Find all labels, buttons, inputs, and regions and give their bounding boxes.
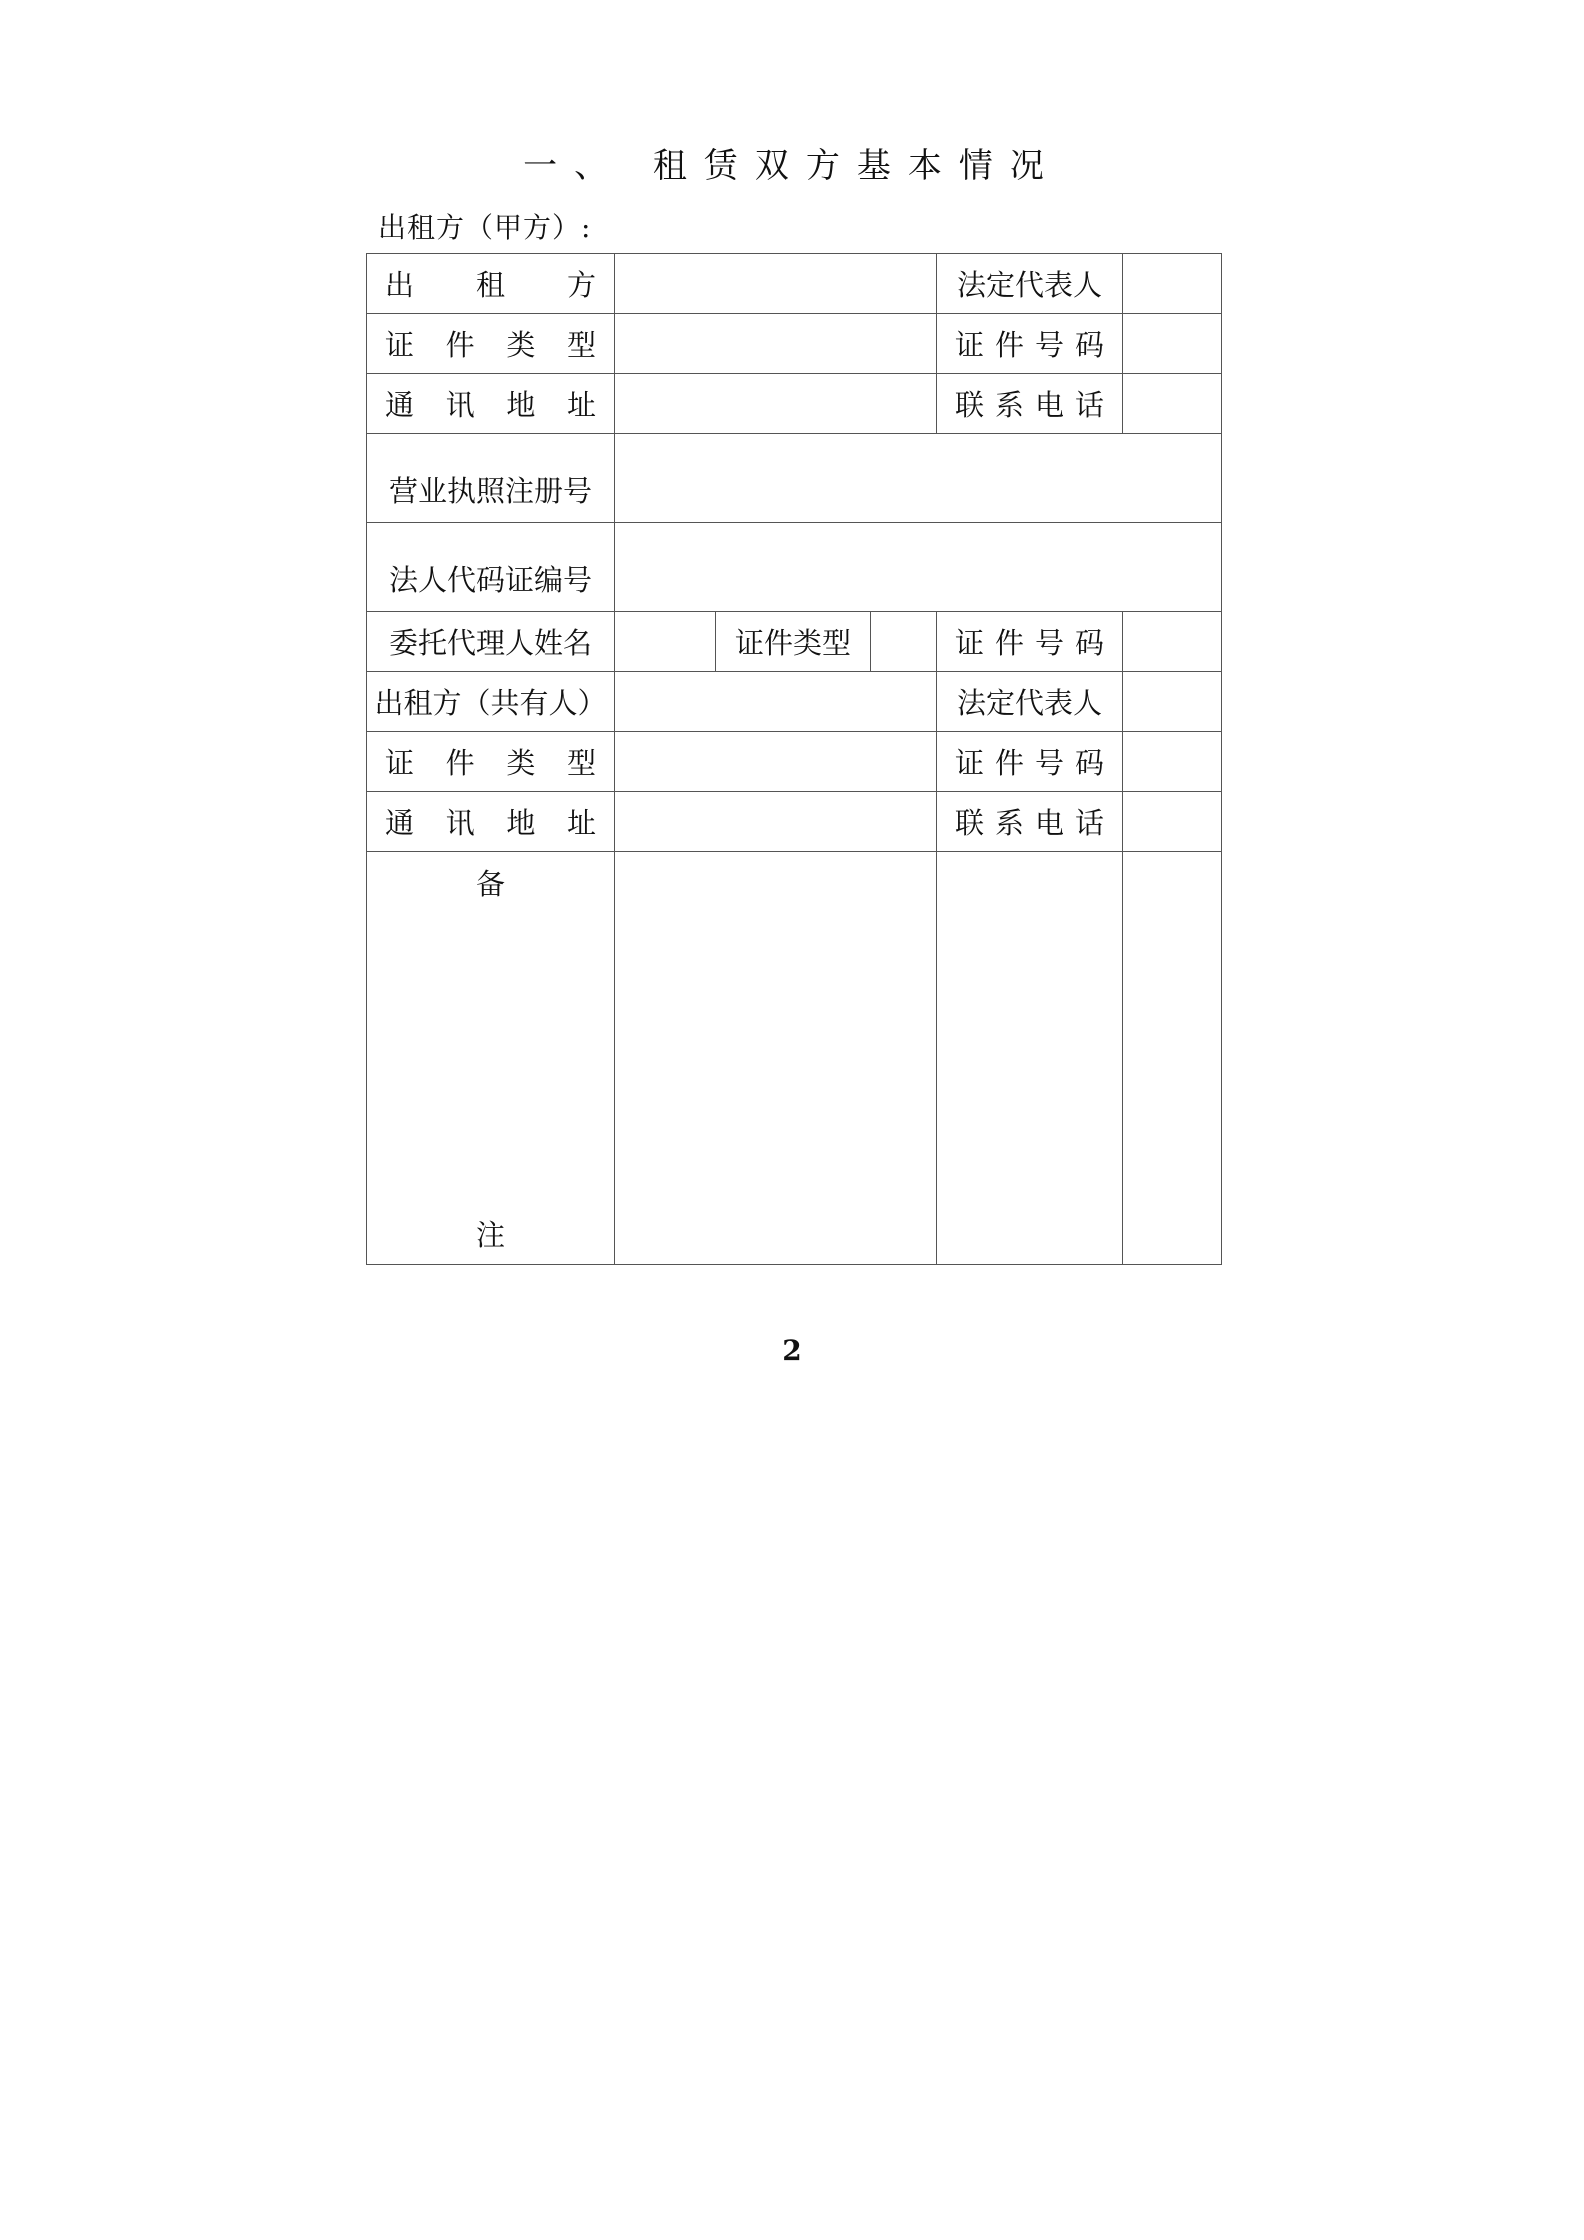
table-row — [367, 254, 1222, 314]
table-row — [367, 523, 1222, 612]
page-number: 2 — [782, 1334, 802, 1367]
notes-field-2[interactable] — [937, 852, 1123, 1265]
lessor-label: 出 租 方 — [367, 254, 615, 314]
business-license-label: 营业执照注册号 — [367, 434, 615, 523]
agent-name-label: 委托代理人姓名 — [367, 612, 615, 672]
notes-field-3[interactable] — [1123, 852, 1222, 1265]
table-row — [367, 852, 1222, 1265]
agent-name-field[interactable] — [615, 612, 716, 672]
phone-field[interactable] — [1123, 374, 1222, 434]
co-address-field[interactable] — [615, 792, 937, 852]
lessor-field[interactable] — [615, 254, 937, 314]
lessor-subtitle: 出租方（甲方）: — [378, 211, 592, 244]
co-phone-label: 联系电话 — [937, 792, 1123, 852]
co-phone-field[interactable] — [1123, 792, 1222, 852]
table-row — [367, 314, 1222, 374]
id-type-field[interactable] — [615, 314, 937, 374]
id-number-label: 证件号码 — [937, 314, 1123, 374]
co-address-label: 通讯地址 — [367, 792, 615, 852]
agent-id-type-field[interactable] — [871, 612, 937, 672]
table-row — [367, 732, 1222, 792]
co-owner-label: 出租方（共有人） — [367, 672, 615, 732]
notes-label — [367, 852, 615, 1265]
notes-field[interactable] — [615, 852, 937, 1265]
co-id-number-field[interactable] — [1123, 732, 1222, 792]
lessor-info-table — [366, 253, 1222, 1265]
legal-rep-label: 法定代表人 — [937, 254, 1123, 314]
table-row — [367, 672, 1222, 732]
org-code-field[interactable] — [615, 523, 1222, 612]
agent-id-type-label: 证件类型 — [716, 612, 871, 672]
co-id-type-label: 证件类型 — [367, 732, 615, 792]
table-row — [367, 612, 1222, 672]
section-title: 一、 租赁双方基本情况 — [523, 146, 1061, 186]
legal-rep-field[interactable] — [1123, 254, 1222, 314]
table-row — [367, 792, 1222, 852]
co-legal-rep-field[interactable] — [1123, 672, 1222, 732]
org-code-label: 法人代码证编号 — [367, 523, 615, 612]
notes-label-top: 备 — [475, 867, 505, 901]
co-legal-rep-label: 法定代表人 — [937, 672, 1123, 732]
id-type-label: 证件类型 — [367, 314, 615, 374]
table-row — [367, 374, 1222, 434]
id-number-field[interactable] — [1123, 314, 1222, 374]
address-field[interactable] — [615, 374, 937, 434]
agent-id-number-field[interactable] — [1123, 612, 1222, 672]
co-id-number-label: 证件号码 — [937, 732, 1123, 792]
phone-label: 联系电话 — [937, 374, 1123, 434]
co-owner-field[interactable] — [615, 672, 937, 732]
address-label: 通讯地址 — [367, 374, 615, 434]
agent-id-number-label: 证件号码 — [937, 612, 1123, 672]
table-row — [367, 434, 1222, 523]
business-license-field[interactable] — [615, 434, 1222, 523]
co-id-type-field[interactable] — [615, 732, 937, 792]
notes-label-bottom: 注 — [475, 1218, 505, 1252]
